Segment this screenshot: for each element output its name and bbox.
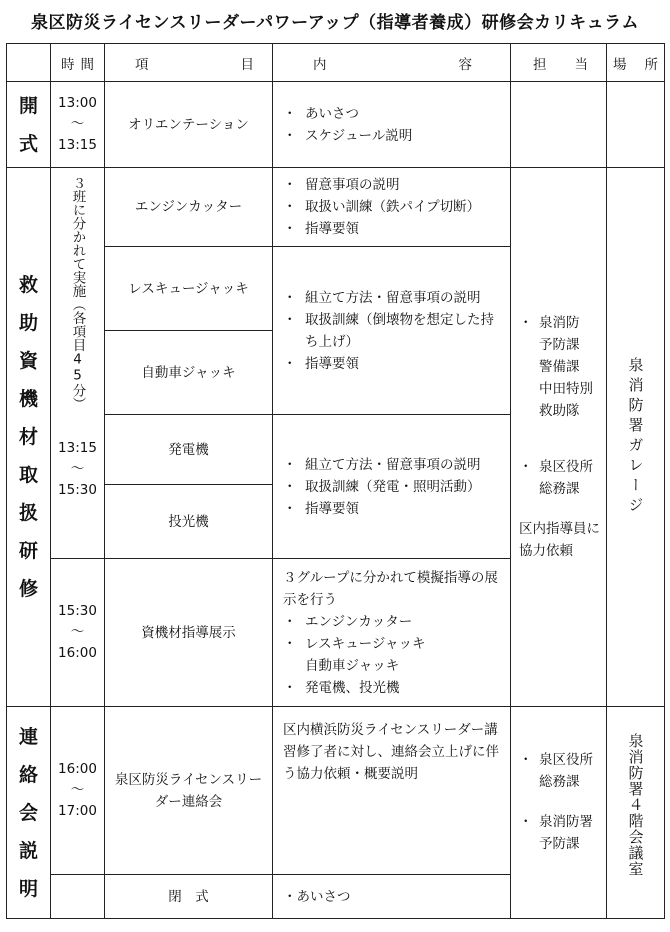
liaison-tantou: ・ 泉区役所 総務課 ・ 泉消防署 予防課 <box>511 707 607 919</box>
rescue-category: 救 助 資 機 材 取 扱 研 修 <box>7 168 51 707</box>
content-closing: ・あいさつ <box>273 875 511 919</box>
header-time: 時 間 <box>51 44 105 82</box>
item-generator: 発電機 <box>105 415 273 485</box>
curriculum-table <box>6 43 665 919</box>
opening-item: オリエンテーション <box>105 82 273 168</box>
content-jacks: ・ 組立て方法・留意事項の説明 ・ 取扱訓練（倒壊物を想定した持ち上げ） ・ 指導要領 <box>273 247 511 415</box>
item-closing: 閉 式 <box>105 875 273 919</box>
demo-time: 15:30 〜 16:00 <box>51 559 105 707</box>
opening-content: ・ あいさつ ・ スケジュール説明 <box>273 82 511 168</box>
content-liaison: 区内横浜防災ライセンスリーダー講習修了者に対し、連絡会立上げに伴う協力依頼・概要説明 <box>273 707 511 875</box>
opening-row <box>7 82 665 168</box>
rescue-row-engine <box>7 168 665 247</box>
content-engine-cutter: ・ 留意事項の説明 ・ 取扱い訓練（鉄パイプ切断） ・ 指導要領 <box>273 168 511 247</box>
header-blank <box>7 44 51 82</box>
content-generator: ・ 組立て方法・留意事項の説明 ・ 取扱訓練（発電・照明活動） ・ 指導要領 <box>273 415 511 559</box>
rescue-time-note: ３班に分かれて実施（各項目45分） <box>69 176 86 411</box>
item-engine-cutter: エンジンカッター <box>105 168 273 247</box>
item-car-jack: 自動車ジャッキ <box>105 331 273 415</box>
header-tantou: 担 当 <box>511 44 607 82</box>
rescue-time: ３班に分かれて実施（各項目45分） 13:15 〜 15:30 <box>51 168 105 559</box>
closing-time <box>51 875 105 919</box>
liaison-category: 連 絡 会 説 明 <box>7 707 51 919</box>
item-floodlight: 投光機 <box>105 485 273 559</box>
place-column-top <box>607 82 665 168</box>
item-demo: 資機材指導展示 <box>105 559 273 707</box>
header-content: 内 容 <box>273 44 511 82</box>
header-row <box>7 44 665 82</box>
place-meeting-room: 泉消防署４階会議室 <box>607 707 665 919</box>
liaison-row <box>7 707 665 875</box>
header-item: 項 目 <box>105 44 273 82</box>
place-garage: 泉消防署ガレージ <box>607 168 665 707</box>
opening-category: 開 式 <box>7 82 51 168</box>
header-place: 場 所 <box>607 44 665 82</box>
rescue-tantou: ・ 泉消防 予防課 警備課 中田特別 救助隊 ・ 泉区役所 総務課 区内指導員に協力依頼 <box>511 168 607 707</box>
opening-time: 13:00 〜 13:15 <box>51 82 105 168</box>
liaison-time: 16:00 〜 17:00 <box>51 707 105 875</box>
page-title: 泉区防災ライセンスリーダーパワーアップ（指導者養成）研修会カリキュラム <box>31 13 639 33</box>
item-liaison: 泉区防災ライセンスリーダー連絡会 <box>105 707 273 875</box>
opening-tantou <box>511 82 607 168</box>
content-demo: ３グループに分かれて模擬指導の展示を行う ・ エンジンカッター ・ レスキュージャッキ 自動車ジャッキ ・ 発電機、投光機 <box>273 559 511 707</box>
item-rescue-jack: レスキュージャッキ <box>105 247 273 331</box>
